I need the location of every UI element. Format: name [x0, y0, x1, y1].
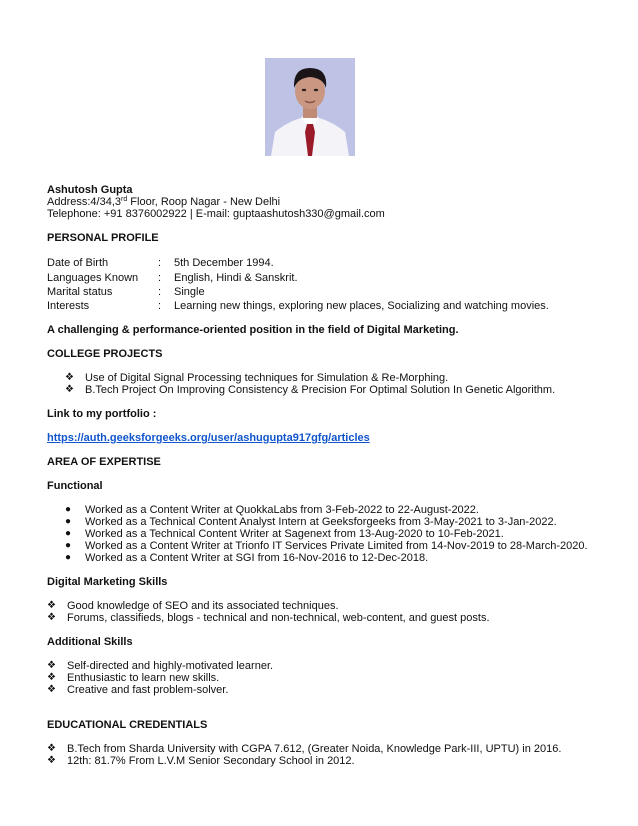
address	[47, 196, 280, 208]
list-item-text: B.Tech from Sharda University with CGPA 7.612, (Greater Noida, Knowledge Park-III, UPTU) in 2016.	[67, 743, 562, 755]
candidate-name: Ashutosh Gupta	[47, 184, 133, 196]
profile-value: Single	[174, 286, 205, 298]
expertise-heading: AREA OF EXPERTISE	[47, 456, 161, 468]
round-bullet-icon: ●	[65, 528, 72, 539]
address-prefix: Address:4/34,3	[47, 196, 121, 208]
profile-separator: :	[158, 286, 162, 298]
list-item-text: Worked as a Content Writer at SGI from 16-Nov-2016 to 12-Dec-2018.	[85, 552, 429, 564]
diamond-bullet-icon: ❖	[65, 372, 74, 383]
diamond-bullet-icon: ❖	[47, 684, 56, 695]
round-bullet-icon: ●	[65, 516, 72, 527]
profile-row-dob	[47, 257, 607, 271]
profile-separator: :	[158, 257, 162, 269]
list-item-text: Creative and fast problem-solver.	[67, 684, 229, 696]
list-item-text: Worked as a Technical Content Analyst Intern at Geeksforgeeks from 3-May-2021 to 3-Jan-2022.	[85, 516, 557, 528]
profile-row-interests	[47, 300, 607, 314]
list-item-text: Use of Digital Signal Processing techniques for Simulation & Re-Morphing.	[85, 372, 449, 384]
profile-key: Interests	[47, 300, 90, 312]
list-item-text: Enthusiastic to learn new skills.	[67, 672, 220, 684]
diamond-bullet-icon: ❖	[47, 743, 56, 754]
list-item-text: Good knowledge of SEO and its associated techniques.	[67, 600, 339, 612]
portfolio-heading: Link to my portfolio :	[47, 408, 157, 420]
address-suffix: Floor, Roop Nagar - New Delhi	[127, 196, 281, 208]
digital-marketing-heading: Digital Marketing Skills	[47, 576, 168, 588]
profile-value: 5th December 1994.	[174, 257, 274, 269]
list-item-text: 12th: 81.7% From L.V.M Senior Secondary School in 2012.	[67, 755, 355, 767]
round-bullet-icon: ●	[65, 552, 72, 563]
round-bullet-icon: ●	[65, 540, 72, 551]
personal-profile-heading: PERSONAL PROFILE	[47, 232, 159, 244]
diamond-bullet-icon: ❖	[47, 612, 56, 623]
profile-value: English, Hindi & Sanskrit.	[174, 272, 298, 284]
profile-row-marital	[47, 286, 607, 300]
list-item-text: Worked as a Technical Content Writer at Sagenext from 13-Aug-2020 to 10-Feb-2021.	[85, 528, 504, 540]
profile-key: Languages Known	[47, 272, 139, 284]
diamond-bullet-icon: ❖	[65, 384, 74, 395]
profile-row-languages	[47, 272, 607, 286]
address-superscript: rd	[121, 196, 128, 203]
diamond-bullet-icon: ❖	[47, 672, 56, 683]
contact-line: Telephone: +91 8376002922 | E-mail: guptaashutosh330@gmail.com	[47, 208, 385, 220]
education-heading: EDUCATIONAL CREDENTIALS	[47, 719, 208, 731]
profile-value: Learning new things, exploring new places, Socializing and watching movies.	[174, 300, 549, 312]
round-bullet-icon: ●	[65, 504, 72, 515]
list-item-text: Self-directed and highly-motivated learner.	[67, 660, 274, 672]
list-item-text: Worked as a Content Writer at QuokkaLabs from 3-Feb-2022 to 22-August-2022.	[85, 504, 479, 516]
career-objective: A challenging & performance-oriented position in the field of Digital Marketing.	[47, 324, 459, 336]
diamond-bullet-icon: ❖	[47, 755, 56, 766]
list-item-text: Forums, classifieds, blogs - technical and non-technical, web-content, and guest posts.	[67, 612, 490, 624]
list-item-text: B.Tech Project On Improving Consistency & Precision For Optimal Solution In Genetic Algorithm.	[85, 384, 556, 396]
list-item-text: Worked as a Content Writer at Trionfo IT Services Private Limited from 14-Nov-2019 to 28-March-2020.	[85, 540, 588, 552]
additional-skills-heading: Additional Skills	[47, 636, 133, 648]
profile-separator: :	[158, 300, 162, 312]
diamond-bullet-icon: ❖	[47, 600, 56, 611]
profile-key: Date of Birth	[47, 257, 109, 269]
functional-heading: Functional	[47, 480, 103, 492]
diamond-bullet-icon: ❖	[47, 660, 56, 671]
college-projects-heading: COLLEGE PROJECTS	[47, 348, 163, 360]
profile-separator: :	[158, 272, 162, 284]
profile-photo	[265, 58, 355, 156]
portfolio-link[interactable]: https://auth.geeksforgeeks.org/user/ashugupta917gfg/articles	[47, 432, 370, 444]
profile-key: Marital status	[47, 286, 113, 298]
